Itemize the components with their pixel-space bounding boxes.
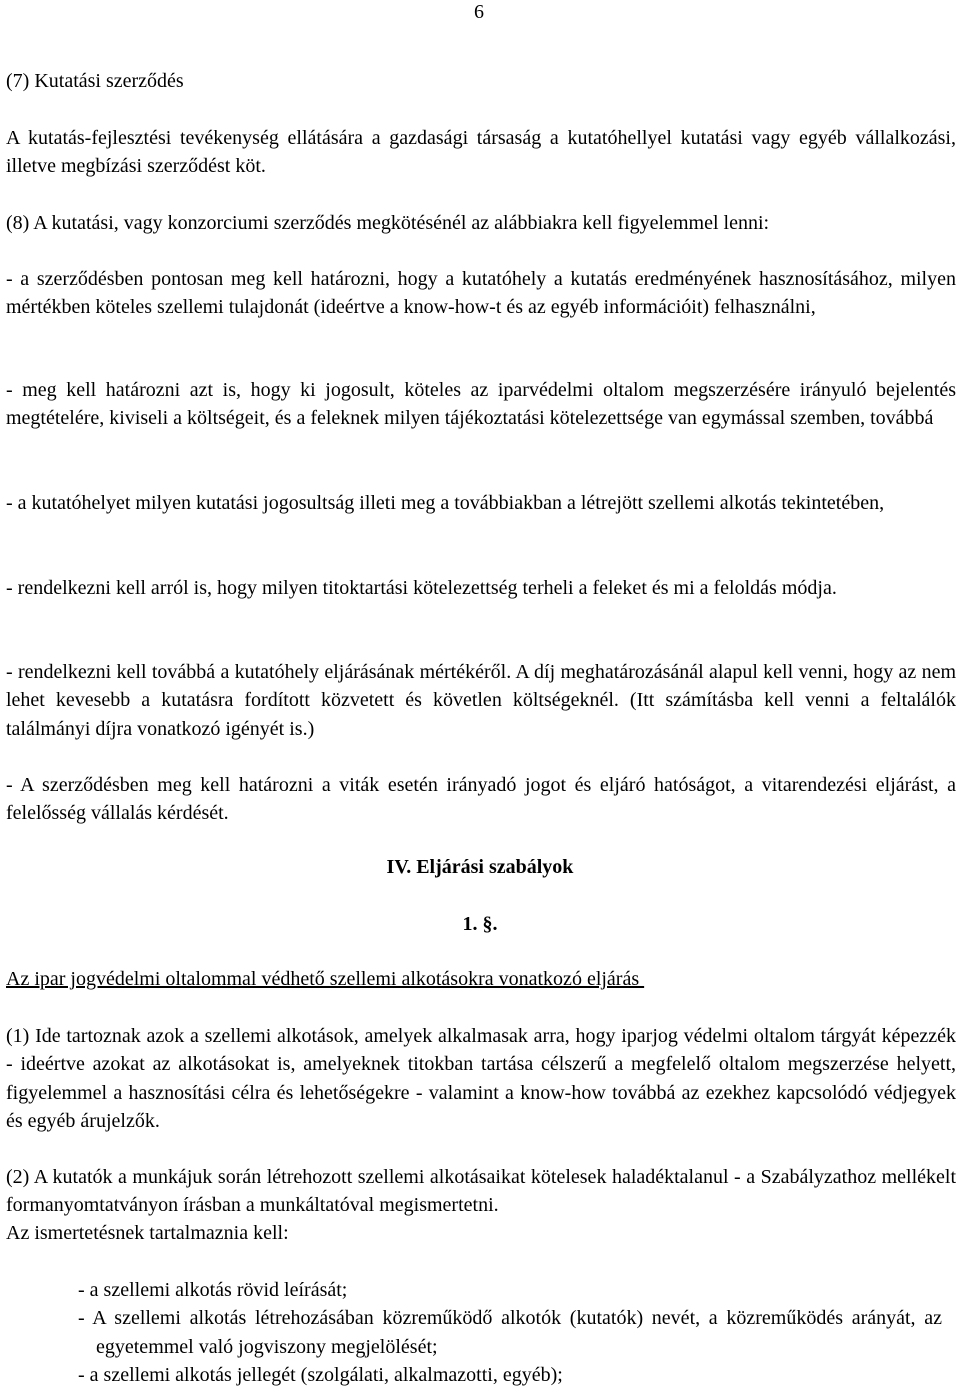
section-8-item-1: - a szerződésben pontosan meg kell határozni, hogy a kutatóhely a kutatás eredményének hasznosításához, milyen mértékben köteles szellemi tulajdonát (ideértve a know-how-t és az egyéb információit) felhasználni,	[6, 268, 956, 319]
section-8-title: (8) A kutatási, vagy konzorciumi szerződés megkötésénél az alábbiakra kell figyelemmel lenni:	[6, 212, 770, 234]
page-number: 6	[474, 1, 484, 23]
list-item: - A szellemi alkotás létrehozásában közreműködő alkotók (kutatók) nevét, a közreműködés arányát, az egyetemmel való jogviszony megjelölését;	[78, 1307, 942, 1358]
chapter-heading: IV. Eljárási szabályok	[386, 856, 574, 878]
section-8-item-4: - rendelkezni kell arról is, hogy milyen titoktartási kötelezettség terheli a feleket és mi a feloldás módja.	[6, 577, 837, 599]
paragraph-2: (2) A kutatók a munkájuk során létrehozott szellemi alkotásaikat kötelesek haladéktalanul - a Szabályzathoz mellékelt formanyomtatványon írásban a munkáltatóval megismertetni.	[6, 1166, 956, 1217]
paragraph-1: (1) Ide tartoznak azok a szellemi alkotások, amelyek alkalmasak arra, hogy iparjog védelmi oltalom tárgyát képezzék - ideértve azokat az alkotásokat is, amelyeknek titokban tartása célszerű a megfelelő oltalom megszerzése helyett, figyelemmel a hasznosítási célra és lehetőségekre - valamint a know-how továbbá az ezekhez kapcsolódó védjegyek és egyéb árujelzők.	[6, 1025, 956, 1132]
section-7-title: (7) Kutatási szerződés	[6, 70, 184, 92]
paragraph-2-intro: Az ismertetésnek tartalmaznia kell:	[6, 1222, 289, 1244]
section-title: Az ipar jogvédelmi oltalommal védhető szellemi alkotásokra vonatkozó eljárás	[6, 968, 645, 990]
section-8-item-5: - rendelkezni kell továbbá a kutatóhely eljárásának mértékéről. A díj meghatározásánál alapul kell venni, hogy az nem lehet kevesebb a kutatásra fordított közvetett és követlen költségeknél. (Itt számításba kell venni a feltalálók találmányi díjra vonatkozó igényét is.)	[6, 661, 956, 740]
list-item: - a szellemi alkotás jellegét (szolgálati, alkalmazotti, egyéb);	[78, 1363, 563, 1386]
list-item: - a szellemi alkotás rövid leírását;	[78, 1279, 348, 1301]
section-8-item-2: - meg kell határozni azt is, hogy ki jogosult, köteles az iparvédelmi oltalom megszerzésére irányuló bejelentés megtételére, kiviseli a költségeit, és a feleknek milyen tájékoztatási kötelezettsége van egymással szemben, továbbá	[6, 379, 956, 430]
section-7-body: A kutatás-fejlesztési tevékenység ellátására a gazdasági társaság a kutatóhellyel kutatási vagy egyéb vállalkozási, illetve megbízási szerződést köt.	[6, 127, 956, 178]
section-number: 1. §.	[462, 913, 498, 935]
section-8-item-6: - A szerződésben meg kell határozni a viták esetén irányadó jogot és eljáró hatóságot, a vitarendezési eljárást, a felelősség vállalás kérdését.	[6, 774, 956, 825]
requirements-list	[78, 1276, 942, 1389]
section-8-item-3: - a kutatóhelyet milyen kutatási jogosultság illeti meg a továbbiakban a létrejött szellemi alkotás tekintetében,	[6, 492, 885, 514]
